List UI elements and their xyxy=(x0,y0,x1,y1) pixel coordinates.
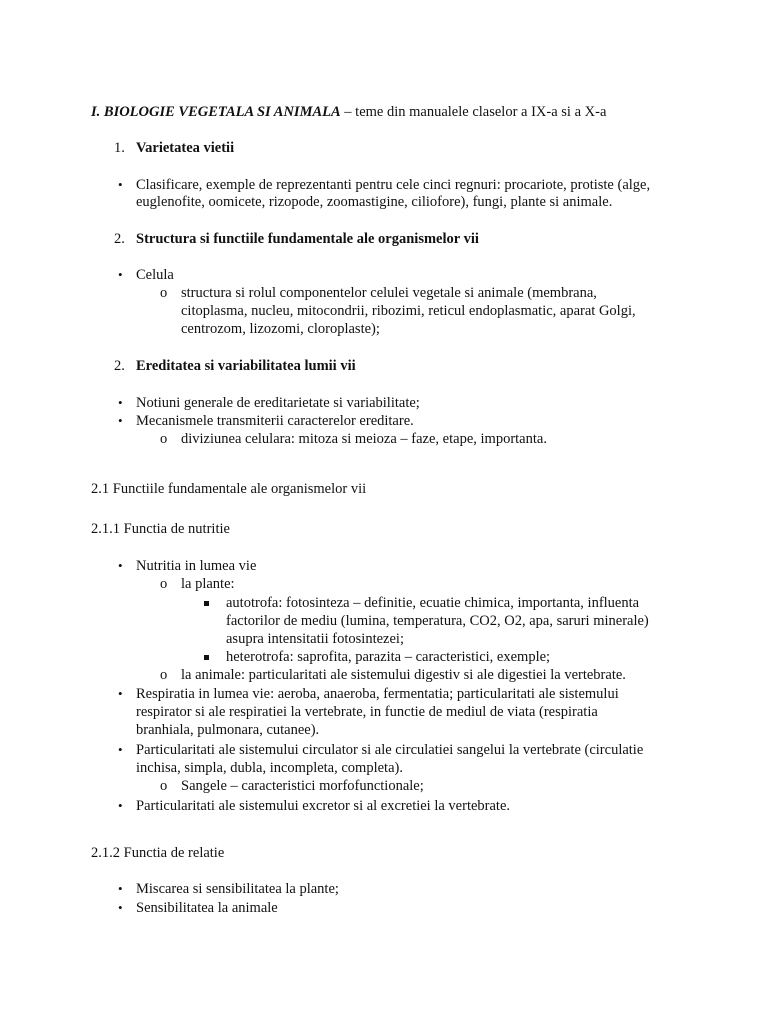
bullet-marker: • xyxy=(118,558,123,573)
section-2-number: 2. xyxy=(114,231,125,247)
respiratia-line-3: branhiala, pulmonara, cutanee). xyxy=(136,722,320,738)
circle-marker: o xyxy=(160,285,168,301)
section-2-1-1-title: 2.1.1 Functia de nutritie xyxy=(91,521,230,537)
autotrofa-line-3: asupra intensitatii fotosintezei; xyxy=(226,631,404,647)
bullet-marker: • xyxy=(118,686,123,701)
circle-marker: o xyxy=(160,667,168,683)
relatie-item-2: Sensibilitatea la animale xyxy=(136,900,278,916)
la-animale-item: la animale: particularitati ale sistemului digestiv si ale digestiei la vertebrate. xyxy=(181,667,626,683)
s1-item-line-1: Clasificare, exemple de reprezentanti pentru cele cinci regnuri: procariote, protiste (alge, xyxy=(136,177,651,193)
heading-title: I. BIOLOGIE VEGETALA SI ANIMALA xyxy=(91,104,341,120)
section-2-1-2-title: 2.1.2 Functia de relatie xyxy=(91,845,225,861)
s3-item-1: Notiuni generale de ereditarietate si variabilitate; xyxy=(136,395,420,411)
s3-subitem: diviziunea celulara: mitoza si meioza – faze, etape, importanta. xyxy=(181,431,547,447)
s2-subitem-line-1: structura si rolul componentelor celulei vegetale si animale (membrana, xyxy=(181,285,597,301)
section-2-1-title: 2.1 Functiile fundamentale ale organismelor vii xyxy=(91,481,367,497)
circulator-line-1: Particularitati ale sistemului circulator si ale circulatiei sangelui la vertebrate (circulatie xyxy=(136,742,644,758)
section-1-number: 1. xyxy=(114,140,125,156)
section-3-title: Ereditatea si variabilitatea lumii vii xyxy=(136,358,356,374)
excretor-item: Particularitati ale sistemului excretor si al excretiei la vertebrate. xyxy=(136,798,511,814)
s1-item-line-2: euglenofite, oomicete, rizopode, zoomastigine, ciliofore), fungi, plante si animale. xyxy=(136,194,613,210)
s2-subitem-line-2: citoplasma, nucleu, mitocondrii, ribozimi, reticul endoplasmatic, aparat Golgi, xyxy=(181,303,636,319)
bullet-marker: • xyxy=(118,798,123,813)
relatie-item-1: Miscarea si sensibilitatea la plante; xyxy=(136,881,339,897)
heterotrofa-item: heterotrofa: saprofita, parazita – caracteristici, exemple; xyxy=(226,649,551,665)
circulator-line-2: inchisa, simpla, dubla, incompleta, completa). xyxy=(136,760,403,776)
bullet-marker: • xyxy=(118,267,123,282)
autotrofa-line-2: factorilor de mediu (lumina, temperatura, CO2, O2, apa, saruri minerale) xyxy=(226,613,649,629)
section-3-number: 2. xyxy=(114,358,125,374)
autotrofa-line-1: autotrofa: fotosinteza – definitie, ecuatie chimica, importanta, influenta xyxy=(226,595,640,611)
bullet-marker: • xyxy=(118,900,123,915)
circle-marker: o xyxy=(160,431,168,447)
circle-marker: o xyxy=(160,778,168,794)
bullet-marker: • xyxy=(118,742,123,757)
bullet-marker: • xyxy=(118,177,123,192)
square-bullet-icon xyxy=(204,655,209,660)
document-heading xyxy=(91,103,606,121)
s2-subitem-line-3: centrozom, lizozomi, cloroplaste); xyxy=(181,321,380,337)
heading-subtitle: – teme din manualele claselor a IX-a si a X-a xyxy=(340,104,607,120)
respiratia-line-2: respirator si ale respiratiei la vertebrate, in functie de mediul de viata (respiratia xyxy=(136,704,598,720)
section-2-title: Structura si functiile fundamentale ale organismelor vii xyxy=(136,231,479,247)
sangele-item: Sangele – caracteristici morfofunctionale; xyxy=(181,778,424,794)
circle-marker: o xyxy=(160,576,168,592)
s2-item-celula: Celula xyxy=(136,267,174,283)
bullet-marker: • xyxy=(118,395,123,410)
nutritia-item: Nutritia in lumea vie xyxy=(136,558,257,574)
la-plante-item: la plante: xyxy=(181,576,235,592)
square-bullet-icon xyxy=(204,601,209,606)
bullet-marker: • xyxy=(118,413,123,428)
respiratia-line-1: Respiratia in lumea vie: aeroba, anaeroba, fermentatia; particularitati ale sistemului xyxy=(136,686,619,702)
s3-item-2: Mecanismele transmiterii caracterelor ereditare. xyxy=(136,413,414,429)
bullet-marker: • xyxy=(118,881,123,896)
section-1-title: Varietatea vietii xyxy=(136,140,235,156)
